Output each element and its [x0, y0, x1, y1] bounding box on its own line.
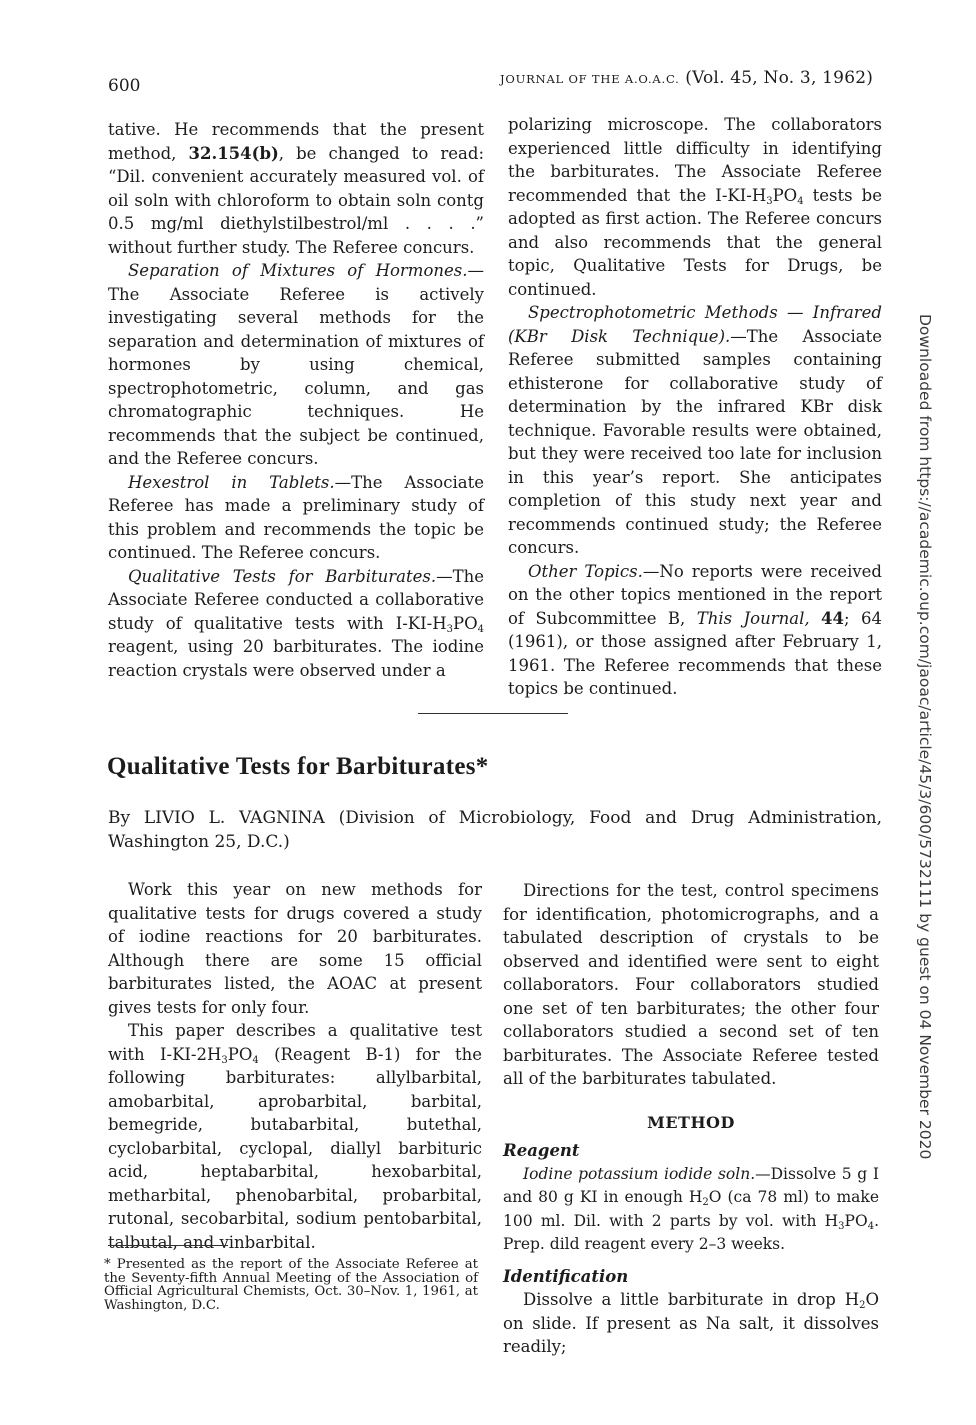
- volume-number: 44: [821, 608, 844, 628]
- topic-title: Hexestrol in Tablets.: [128, 472, 335, 492]
- volume-info: (Vol. 45, No. 3, 1962): [685, 68, 874, 88]
- reagent-heading: Reagent: [503, 1141, 580, 1160]
- paragraph-barbiturates: Qualitative Tests for Barbiturates.—The Associate Referee conducted a collaborative study of qualitative tests with $I-KI-H_3PO_4$ reagent, using 20 barbiturates. The iodine reaction crystals were observed under a: [108, 566, 484, 680]
- topic-title: Other Topics.: [528, 561, 643, 581]
- paragraph-infrared: Spectrophotometric Methods — Infrared (KBr Disk Technique).—The Associate Referee submitted samples containing ethisterone for collaborative study of determination by the infrared KBr disk technique. Favorable results were obtained, but they were received too late for inclusion in this year’s report. She anticipates completion of this study next year and recommends continued study; the Referee concurs.: [508, 303, 882, 557]
- identification-heading: Identification: [503, 1266, 629, 1286]
- paragraph: tative. He recommends that the present method, 32.154(b), be changed to read: “Dil. convenient accurately measured vol. of oil soln with chloroform to obtain soln contg 0.5 mg/ml diethylstilbestrol/ml . . . .” without further study. The Referee concurs.: [108, 120, 485, 257]
- journal-citation: This Journal,: [696, 608, 810, 628]
- paragraph-hexestrol: Hexestrol in Tablets.—The Associate Referee has made a preliminary study of this problem and recommends the topic be continued. The Referee concurs.: [108, 472, 484, 562]
- paragraph-reagent: Iodine potassium iodide soln.—Dissolve 5 g I and 80 g KI in enough $H_2O$ (ca 78 ml) to make 100 ml. Dil. with 2 parts by vol. with $H_3PO_4$. Prep. dild reagent every 2–3 weeks.: [503, 1164, 879, 1253]
- paragraph-identification: Dissolve a little barbiturate in drop $H_2O$ on slide. If present as Na salt, it dissolves readily;: [503, 1290, 879, 1356]
- column-bottom-left: [108, 878, 482, 1254]
- author-byline: By LIVIO L. VAGNINA (Division of Microbiology, Food and Drug Administration, Washington 25, D.C.): [108, 808, 882, 852]
- paragraph: polarizing microscope. The collaborators experienced little difficulty in identifying the barbiturates. The Associate Referee recommended that the $I-KI-H_3PO_4$ tests be adopted as first action. The Referee concurs and also recommends that the general topic, Qualitative Tests for Drugs, be continued.: [508, 115, 882, 299]
- column-bottom-right: [503, 879, 879, 1359]
- column-top-left: [108, 118, 484, 682]
- reagent-title: Iodine potassium iodide soln.: [523, 1164, 756, 1183]
- paragraph-barbiturate-list: This paper describes a qualitative test with $I-KI-2H_3PO_4$ (Reagent B-1) for the following barbiturates: allylbarbital, amobarbital, aprobarbital, barbital, bemegride, butabarbital, butethal, cyclobarbital, cyclopal, diallyl barbituric acid, heptabarbital, hexobarbital, metharbital, phenobarbital, probarbital, rutonal, secobarbital, sodium pentobarbital, talbutal, and vinbarbital.: [108, 1021, 482, 1252]
- download-watermark: Downloaded from https://academic.oup.com/jaoac/article/45/3/600/5732111 by guest on 04 November 2020: [916, 314, 934, 1160]
- section-divider: [418, 713, 568, 714]
- topic-title: Separation of Mixtures of Hormones.—: [128, 261, 484, 280]
- article-title: Qualitative Tests for Barbiturates*: [107, 753, 489, 780]
- method-heading: METHOD: [647, 1112, 735, 1132]
- page-number: 600: [108, 76, 141, 96]
- column-top-right: [508, 113, 882, 701]
- topic-title: Spectrophotometric Methods — Infrared (KBr Disk Technique).: [508, 303, 882, 346]
- footnote-divider: [108, 1245, 228, 1246]
- paragraph-intro: Work this year on new methods for qualitative tests for drugs covered a study of iodine reactions for 20 barbiturates. Although there are some 15 official barbiturates listed, the AOAC at present gives tests for only four.: [108, 880, 482, 1017]
- paragraph-other-topics: Other Topics.—No reports were received on the other topics mentioned in the report of Subcommittee B, This Journal, 44; 64 (1961), or those assigned after February 1, 1961. The Referee recommends that these topics be continued.: [508, 561, 882, 698]
- journal-name: JOURNAL OF THE A.O.A.C.: [500, 72, 680, 86]
- footnote: * Presented as the report of the Associate Referee at the Seventy-fifth Annual Meeting of the Association of Official Agricultural Chemists, Oct. 30–Nov. 1, 1961, at Washington, D.C.: [104, 1257, 478, 1313]
- section-reference: 32.154(b): [188, 143, 279, 163]
- running-head: [500, 68, 873, 88]
- paragraph-hormones: Separation of Mixtures of Hormones.— The Associate Referee is actively investigating several methods for the separation and determination of mixtures of hormones by using chemical, spectrophotometric, column, and gas chromatographic techniques. He recommends that the subject be continued, and the Referee concurs.: [108, 261, 484, 468]
- topic-title: Qualitative Tests for Barbiturates.: [128, 566, 437, 586]
- paragraph-directions: Directions for the test, control specimens for identification, photomicrographs, and a tabulated description of crystals to be observed and identified were sent to eight collaborators. Four collaborators studied one set of ten barbiturates; the other four collaborators studied a second set of ten barbiturates. The Associate Referee tested all of the barbiturates tabulated.: [503, 881, 879, 1088]
